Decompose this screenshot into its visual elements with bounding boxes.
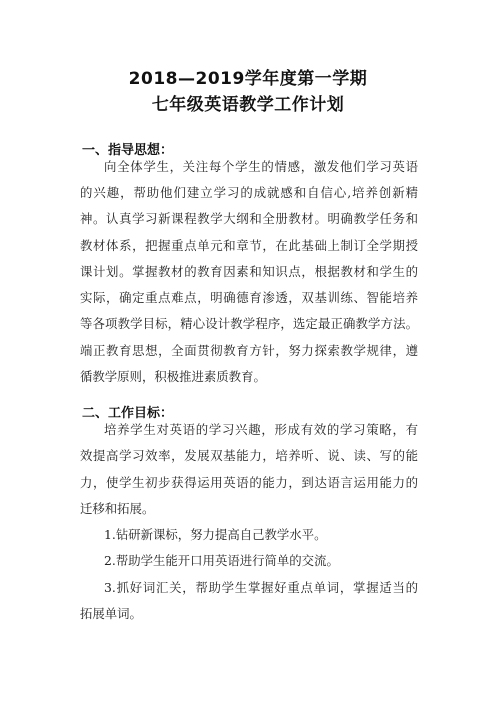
paragraph-line: 神。认真学习新课程教学大纲和全册教材。明确教学任务和 — [80, 211, 418, 226]
paragraph-line: 的兴趣，帮助他们建立学习的成就感和自信心,培养创新精 — [80, 185, 418, 200]
list-item: 3.抓好词汇关，帮助学生掌握好重点单词，掌握适当的 — [104, 580, 418, 595]
document-title-line2: 七年级英语教学工作计划 — [151, 95, 345, 115]
paragraph-line: 效提高学习效率，发展双基能力，培养听、说、读、写的能 — [80, 448, 418, 463]
list-item-continuation: 拓展单词。 — [80, 606, 142, 621]
paragraph-line: 教材体系，把握重点单元和章节，在此基础上制订全学期授 — [80, 238, 418, 253]
paragraph-line: 向全体学生，关注每个学生的情感，激发他们学习英语 — [104, 159, 418, 174]
paragraph-line: 循教学原则，积极推进素质教育。 — [80, 369, 266, 384]
paragraph-line: 迁移和拓展。 — [80, 501, 155, 516]
section1-heading: 一、指导思想： — [82, 143, 174, 158]
paragraph-line: 等各项教学目标，精心设计教学程序，选定最正确教学方法。 — [80, 316, 418, 331]
paragraph-line: 力，使学生初步获得运用英语的能力，到达语言运用能力的 — [80, 475, 418, 490]
list-item: 2.帮助学生能开口用英语进行简单的交流。 — [104, 553, 339, 568]
section2-heading: 二、工作目标： — [82, 406, 174, 421]
paragraph-line: 课计划。掌握教材的教育因素和知识点，根据教材和学生的 — [80, 264, 418, 279]
document-title-line1: 2018—2019学年度第一学期 — [128, 69, 368, 89]
list-item: 1.钻研新课标，努力提高自己教学水平。 — [104, 527, 327, 542]
paragraph-line: 实际，确定重点难点，明确德育渗透，双基训练、智能培养 — [80, 290, 418, 305]
paragraph-line: 端正教育思想，全面贯彻教育方针，努力探索教学规律，遵 — [80, 343, 418, 358]
paragraph-line: 培养学生对英语的学习兴趣，形成有效的学习策略，有 — [104, 422, 418, 437]
